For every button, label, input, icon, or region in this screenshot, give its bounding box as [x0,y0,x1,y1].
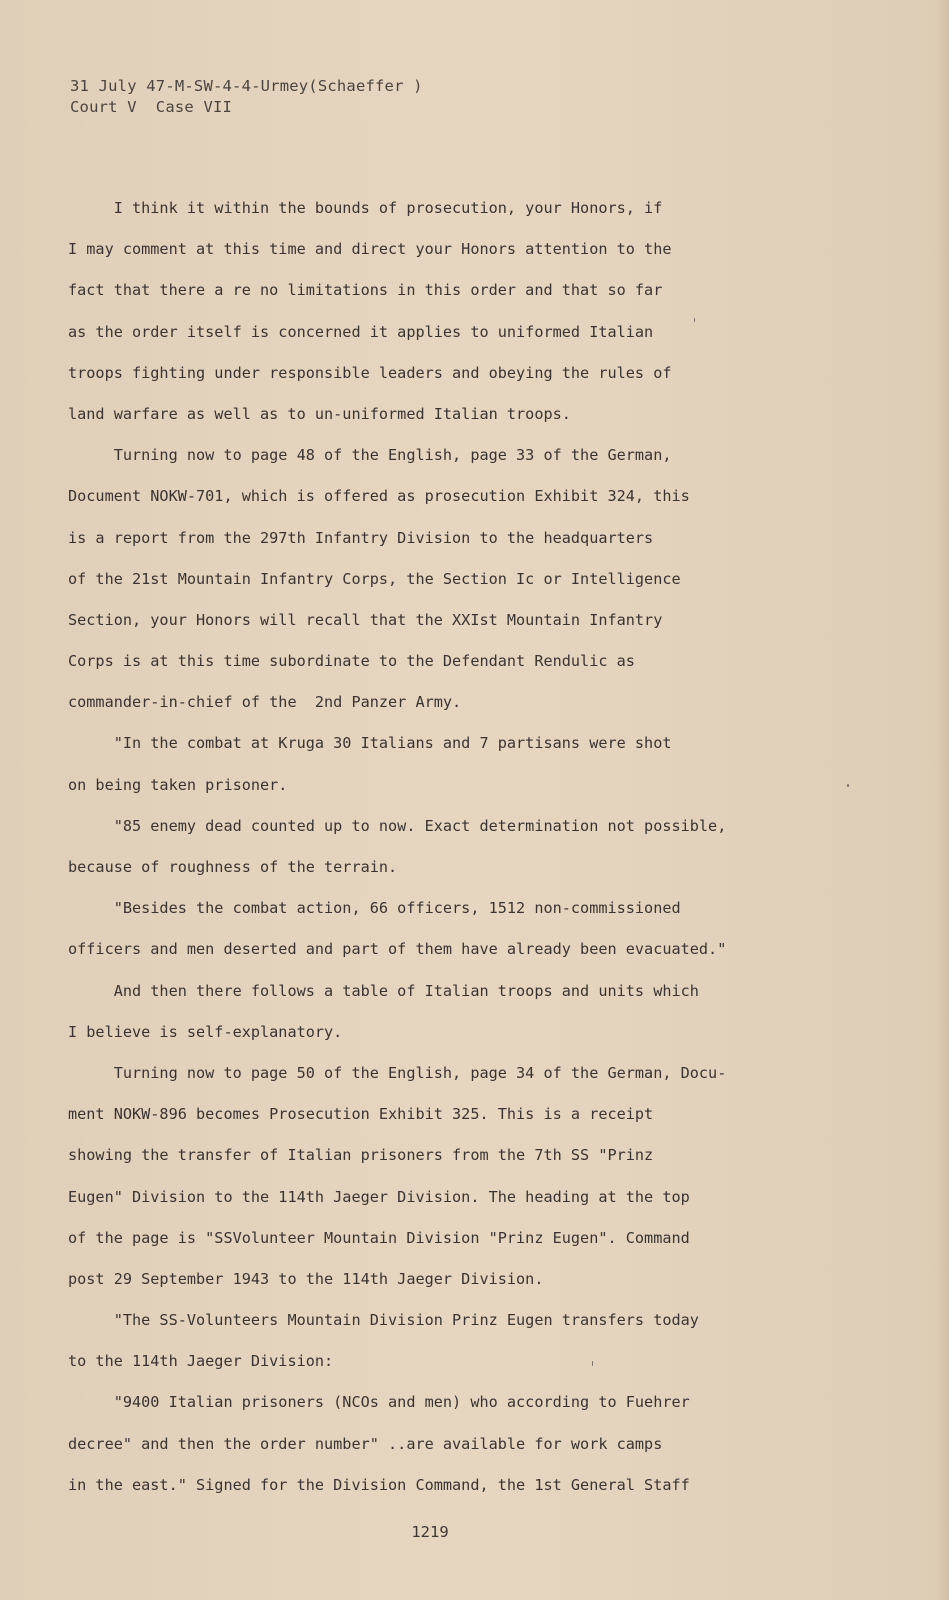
text-line: post 29 September 1943 to the 114th Jaeger Division. [68,1269,544,1288]
paper-speck [847,784,849,787]
transcript-body [68,188,928,1506]
text-line: "In the combat at Kruga 30 Italians and 7 partisans were shot [68,734,672,753]
text-line: And then there follows a table of Italian troops and units which [68,981,699,1000]
text-line: Corps is at this time subordinate to the Defendant Rendulic as [68,652,635,671]
page-number: 1219 [411,1523,449,1541]
text-line: I think it within the bounds of prosecution, your Honors, if [68,199,663,217]
text-line: "85 enemy dead counted up to now. Exact determination not possible, [68,816,727,835]
text-line: Turning now to page 50 of the English, page 34 of the German, Docu- [68,1063,727,1082]
header-court-line: Court V Case VII [70,98,233,116]
text-line: ment NOKW-896 becomes Prosecution Exhibit 325. This is a receipt [68,1105,654,1124]
text-line: Turning now to page 48 of the English, page 33 of the German, [68,446,672,465]
text-line: I may comment at this time and direct your Honors attention to the [68,240,672,259]
text-line: as the order itself is concerned it applies to uniformed Italian [68,322,654,341]
text-line: commander-in-chief of the 2nd Panzer Army. [68,693,462,712]
text-line: because of roughness of the terrain. [68,858,398,876]
text-line: land warfare as well as to un-uniformed Italian troops. [68,404,571,423]
document-header [70,76,423,118]
text-line: Section, your Honors will recall that the XXIst Mountain Infantry [68,610,663,629]
text-line: I believe is self-explanatory. [68,1022,343,1041]
text-line: showing the transfer of Italian prisoners from the 7th SS "Prinz [68,1146,654,1165]
text-line: in the east." Signed for the Division Command, the 1st General Staff [68,1475,690,1494]
text-line: of the page is "SSVolunteer Mountain Division "Prinz Eugen". Command [68,1228,690,1247]
text-line: decree" and then the order number" ..are available for work camps [68,1434,663,1453]
page-edge-shadow [935,0,949,1600]
text-line: on being taken prisoner. [68,775,288,794]
text-line: "Besides the combat action, 66 officers, 1512 non-commissioned [68,899,681,918]
text-line: "The SS-Volunteers Mountain Division Prinz Eugen transfers today [68,1311,699,1330]
text-line: "9400 Italian prisoners (NCOs and men) who according to Fuehrer [68,1393,690,1412]
text-line: troops fighting under responsible leaders and obeying the rules of [68,363,672,382]
text-line: officers and men deserted and part of them have already been evacuated." [68,940,727,959]
text-line: Document NOKW-701, which is offered as prosecution Exhibit 324, this [68,487,690,506]
paper-speck [694,318,695,322]
text-line: Eugen" Division to the 114th Jaeger Division. The heading at the top [68,1187,690,1206]
text-line: is a report from the 297th Infantry Division to the headquarters [68,528,654,547]
header-date-line: 31 July 47-M-SW-4-4-Urmey(Schaeffer ) [70,77,423,95]
paper-speck [592,1361,593,1366]
text-line: fact that there a re no limitations in this order and that so far [68,281,663,300]
text-line: to the 114th Jaeger Division: [68,1352,334,1371]
text-line: of the 21st Mountain Infantry Corps, the Section Ic or Intelligence [68,569,681,588]
